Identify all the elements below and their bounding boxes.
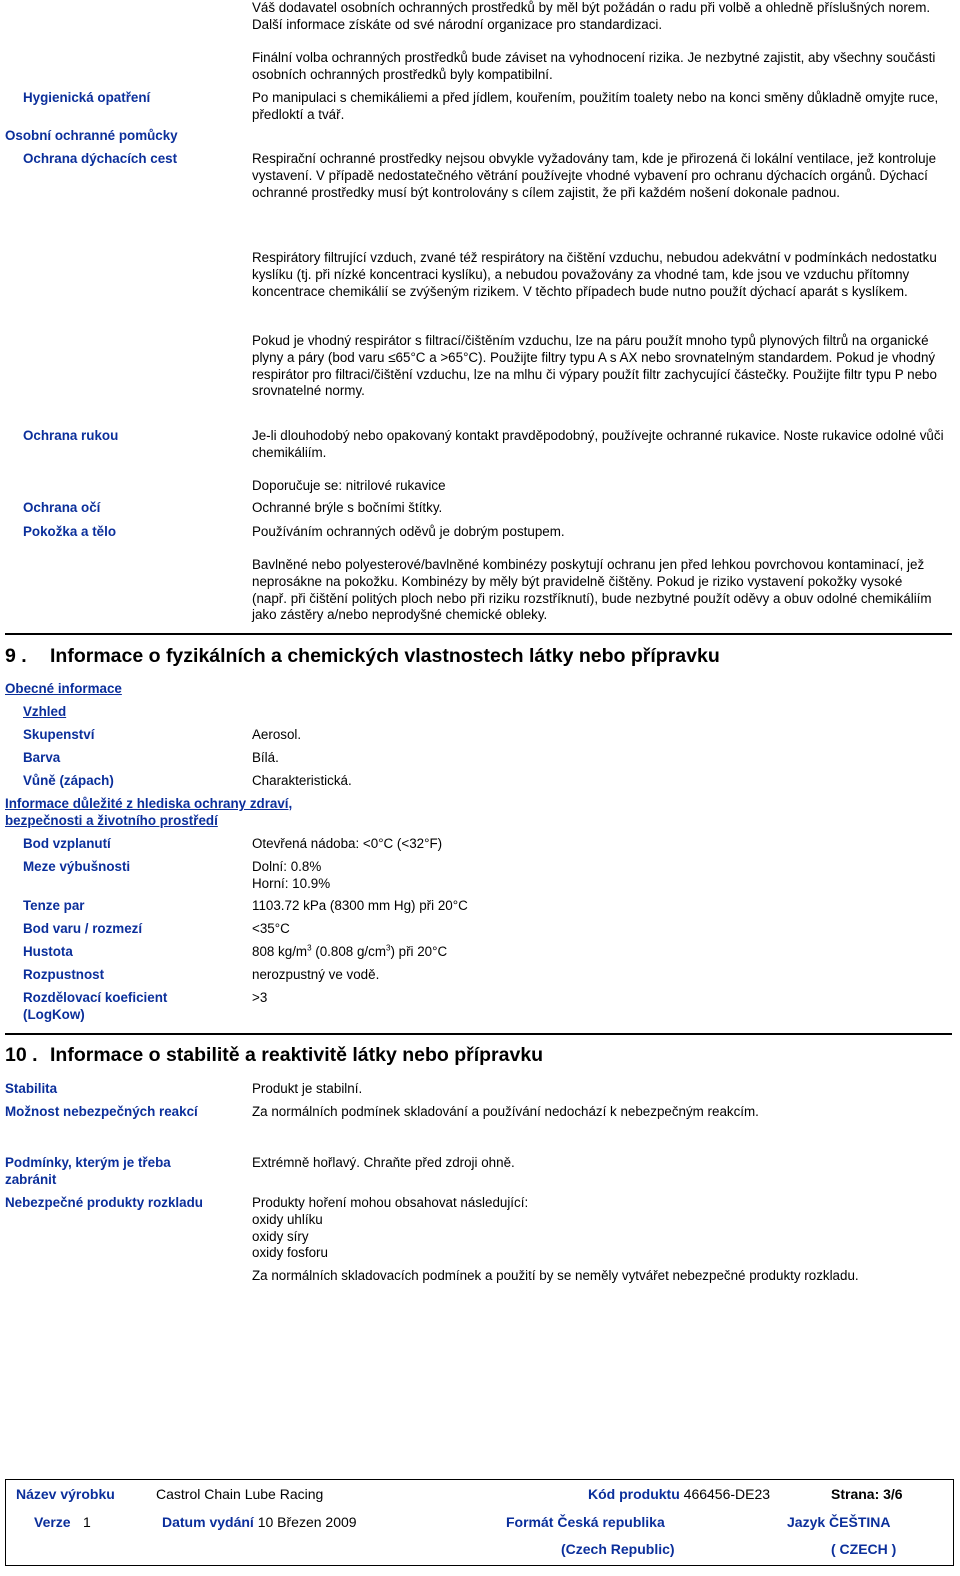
decomposition-item: oxidy uhlíku bbox=[252, 1212, 323, 1227]
state-label: Skupenství bbox=[23, 727, 95, 742]
product-code bbox=[588, 1486, 770, 1502]
solubility-label: Rozpustnost bbox=[23, 967, 105, 982]
appearance-heading: Vzhled bbox=[23, 704, 67, 719]
density-value bbox=[252, 944, 447, 961]
section-10-title: Informace o stabilitě a reaktivitě látky nebo přípravku bbox=[50, 1044, 544, 1066]
version-label: Verze bbox=[34, 1514, 71, 1530]
decomposition-intro: Produkty hoření mohou obsahovat následující: bbox=[252, 1195, 529, 1210]
respiratory-text-3: Pokud je vhodný respirátor s filtrací/čištěním vzduchu, lze na páru použít mnoho typů plynových filtrů na organické plyny a páry (bod varu ≤65°C a >65°C). Použijte filtry typu A s AX nebo srovnatelným standardem. Pokud je vhodný respirátor pro filtraci/čištění vzduchu, lze na mlhu či výpary použít filtr zachycující částečky. Použijte filtr typu P nebo srovnatelné normy. bbox=[252, 333, 937, 399]
eyes-label: Ochrana očí bbox=[23, 500, 101, 515]
density-sup-2: 3 bbox=[385, 943, 391, 953]
density-part-a: 808 kg/m bbox=[252, 944, 308, 959]
section-divider-10 bbox=[5, 1033, 952, 1035]
language-label: Jazyk ČEŠTINA bbox=[787, 1514, 891, 1530]
eyes-text: Ochranné brýle s bočními štítky. bbox=[252, 500, 443, 515]
conditions-value: Extrémně hořlavý. Chraňte před zdroji ohně. bbox=[252, 1155, 515, 1170]
explosive-limits-label: Meze výbušnosti bbox=[23, 859, 131, 874]
hazardous-reactions-label: Možnost nebezpečných reakcí bbox=[5, 1104, 198, 1119]
skin-label: Pokožka a tělo bbox=[23, 524, 117, 539]
issue-date bbox=[162, 1514, 357, 1530]
hygiene-text: Po manipulaci s chemikáliemi a před jídlem, kouřením, použitím toalety nebo na konci směny důkladně omyjte ruce, předloktí a tvář. bbox=[252, 90, 939, 122]
ppe-label: Osobní ochranné pomůcky bbox=[5, 128, 178, 143]
section-10-number: 10 . bbox=[5, 1044, 38, 1066]
boiling-point-label: Bod varu / rozmezí bbox=[23, 921, 143, 936]
decomposition-item: oxidy síry bbox=[252, 1229, 309, 1244]
issue-date-label: Datum vydání bbox=[162, 1514, 254, 1530]
respiratory-text-2: Respirátory filtrující vzduch, zvané též respirátory na čištění vzduchu, nebudou adekvátní v podmínkách nedostatku kyslíku (tj. při nízké koncentraci kyslíku), a nebudou považovány za vhodné tam, kde jsou ve vzduchu přítomny koncentrace chemikálií se zvýšeným rizikem. V těchto případech bude nutno použít dýchací aparát s kyslíkem. bbox=[252, 250, 937, 299]
density-part-c: ) při 20°C bbox=[390, 944, 448, 959]
density-sup-1: 3 bbox=[307, 943, 312, 953]
section-9-heading bbox=[5, 645, 720, 667]
conditions-label-2: zabránit bbox=[5, 1172, 57, 1187]
respiratory-label: Ochrana dýchacích cest bbox=[23, 151, 178, 166]
product-name: Castrol Chain Lube Racing bbox=[156, 1486, 324, 1502]
language-sub: ( CZECH ) bbox=[831, 1541, 897, 1557]
health-info-heading-1: Informace důležité z hlediska ochrany zdraví, bbox=[5, 796, 293, 811]
partition-coefficient-value: >3 bbox=[252, 990, 268, 1005]
explosive-lower-value: Dolní: 0.8% bbox=[252, 859, 322, 874]
stability-value: Produkt je stabilní. bbox=[252, 1081, 363, 1096]
decomposition-note: Za normálních skladovacích podmínek a použití by se neměly vytvářet nebezpečné produkty rozkladu. bbox=[252, 1268, 859, 1283]
skin-text-2: Bavlněné nebo polyesterové/bavlněné kombinézy poskytují ochranu jen před lehkou povrchovou kontaminací, jež neprosákne na pokožku. Kombinézy by měly být pravidelně čištěny. Pokud je riziko vystavení pokožky vysoké (např. při čištění politých ploch nebo při riziku rozstříknutí), bude nezbytné použít oděvy a obuv odolné chemikáliím jako zástěry a/nebo neprodyšné chemické obleky. bbox=[252, 557, 932, 623]
final-choice-text: Finální volba ochranných prostředků bude záviset na vyhodnocení rizika. Je nezbytné zajistit, aby všechny součásti osobních ochranných prostředků byly kompatibilní. bbox=[252, 50, 936, 82]
flash-point-label: Bod vzplanutí bbox=[23, 836, 111, 851]
boiling-point-value: <35°C bbox=[252, 921, 290, 936]
format-label: Formát Česká republika bbox=[506, 1514, 665, 1530]
page-number: Strana: 3/6 bbox=[831, 1486, 903, 1502]
format-sub: (Czech Republic) bbox=[561, 1541, 675, 1557]
vapor-pressure-value: 1103.72 kPa (8300 mm Hg) při 20°C bbox=[252, 898, 468, 913]
product-code-label: Kód produktu bbox=[588, 1486, 680, 1502]
solubility-value: nerozpustný ve vodě. bbox=[252, 967, 380, 982]
partition-coefficient-label-2: (LogKow) bbox=[23, 1007, 85, 1022]
hazardous-reactions-value: Za normálních podmínek skladování a používání nedochází k nebezpečným reakcím. bbox=[252, 1104, 759, 1119]
section-10-heading bbox=[5, 1044, 543, 1066]
state-value: Aerosol. bbox=[252, 727, 302, 742]
product-code-value: 466456-DE23 bbox=[683, 1486, 771, 1502]
explosive-upper-value: Horní: 10.9% bbox=[252, 876, 331, 891]
conditions-label-1: Podmínky, kterým je třeba bbox=[5, 1155, 171, 1170]
version-value: 1 bbox=[83, 1514, 91, 1530]
section-9-title: Informace o fyzikálních a chemických vlastnostech látky nebo přípravku bbox=[50, 645, 720, 667]
decomposition-label: Nebezpečné produkty rozkladu bbox=[5, 1195, 203, 1210]
stability-label: Stabilita bbox=[5, 1081, 58, 1096]
hands-label: Ochrana rukou bbox=[23, 428, 119, 443]
hands-recommendation: Doporučuje se: nitrilové rukavice bbox=[252, 478, 446, 493]
density-part-b: (0.808 g/cm bbox=[311, 944, 386, 959]
product-name-label: Název výrobku bbox=[16, 1486, 115, 1502]
general-info-heading: Obecné informace bbox=[5, 681, 122, 696]
flash-point-value: Otevřená nádoba: <0°C (<32°F) bbox=[252, 836, 443, 851]
color-label: Barva bbox=[23, 750, 61, 765]
issue-date-value: 10 Březen 2009 bbox=[257, 1514, 357, 1530]
decomposition-item: oxidy fosforu bbox=[252, 1245, 328, 1260]
odor-label: Vůně (zápach) bbox=[23, 773, 114, 788]
health-info-heading-2: bezpečnosti a životního prostředí bbox=[5, 813, 218, 828]
hygiene-label: Hygienická opatření bbox=[23, 90, 151, 105]
respiratory-text-1: Respirační ochranné prostředky nejsou obvykle vyžadovány tam, kde je přirozená či lokální ventilace, jež kontroluje vystavení. V případě nedostatečného větrání používejte vhodné vybavení pro ochranu dýchacích orgánů. Dýchací ochranné prostředky musí být kontrolovány s cílem zajistit, že při každém nošení dokonale padnou. bbox=[252, 151, 937, 200]
vapor-pressure-label: Tenze par bbox=[23, 898, 85, 913]
skin-text: Používáním ochranných oděvů je dobrým postupem. bbox=[252, 524, 565, 539]
color-value: Bílá. bbox=[252, 750, 279, 765]
partition-coefficient-label-1: Rozdělovací koeficient bbox=[23, 990, 168, 1005]
density-label: Hustota bbox=[23, 944, 73, 959]
odor-value: Charakteristická. bbox=[252, 773, 352, 788]
hands-text: Je-li dlouhodobý nebo opakovaný kontakt pravděpodobný, používejte ochranné rukavice. Noste rukavice odolné vůči chemikáliím. bbox=[252, 428, 944, 460]
supplier-note: Váš dodavatel osobních ochranných prostředků by měl být požádán o radu při volbě a ohledně příslušných norem. Další informace získáte od své národní organizace pro standardizaci. bbox=[252, 0, 931, 32]
section-9-number: 9 . bbox=[5, 645, 27, 667]
section-divider-9 bbox=[5, 633, 952, 635]
